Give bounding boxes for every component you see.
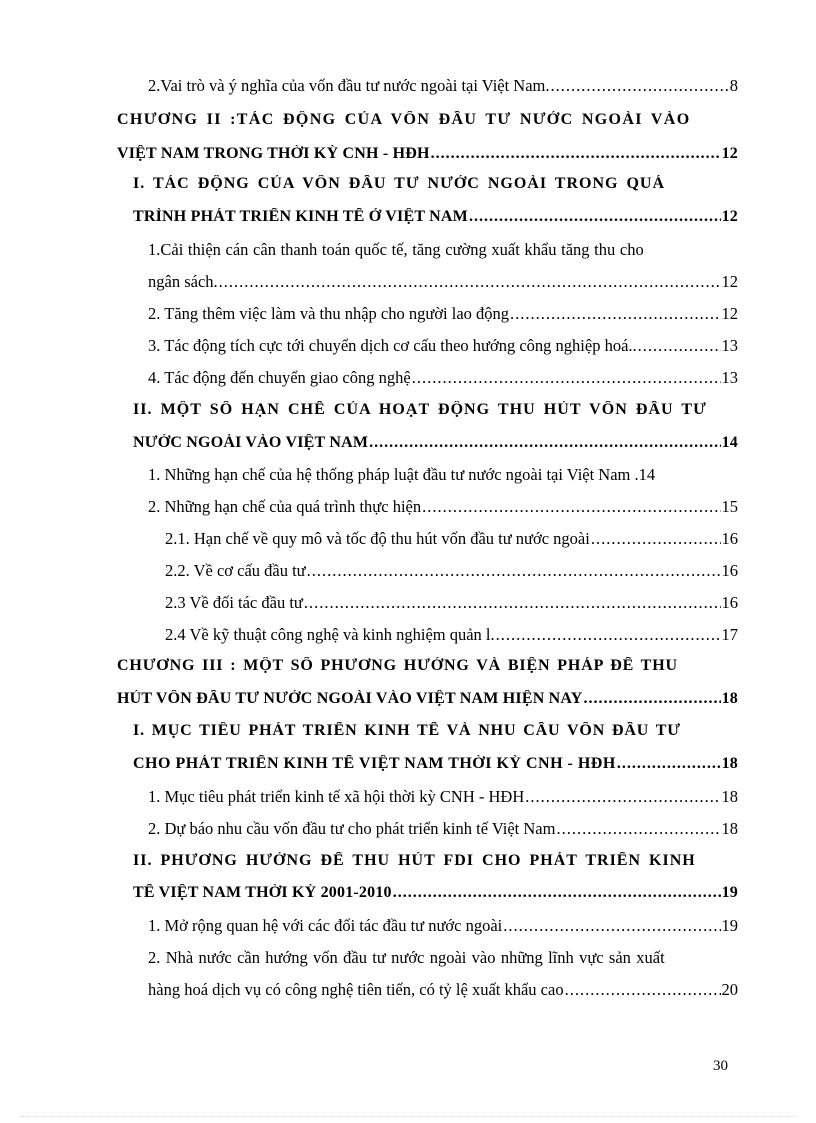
toc-leader bbox=[496, 625, 721, 645]
toc-leader bbox=[369, 434, 720, 452]
toc-section-heading bbox=[133, 401, 738, 419]
toc-entry-text: 2. Nhà nước cần hướng vốn đầu tư nước ngoài vào những lĩnh vực sản xuất bbox=[148, 948, 665, 967]
toc-chapter-heading bbox=[117, 111, 738, 129]
toc-entry-text: 2.Vai trò và ý nghĩa của vốn đầu tư nước ngoài tại Việt Nam. bbox=[148, 76, 550, 95]
toc-page-number: 16 bbox=[721, 561, 738, 580]
toc-page-number: 8 bbox=[729, 76, 738, 95]
toc-leader bbox=[469, 208, 721, 226]
toc-entry bbox=[148, 819, 738, 839]
toc-chapter-heading bbox=[117, 657, 738, 675]
toc-entry bbox=[148, 368, 738, 388]
toc-entry bbox=[148, 240, 738, 260]
toc-page-number: 18 bbox=[721, 690, 738, 707]
toc-page-number: 17 bbox=[721, 625, 738, 644]
toc-chapter-heading bbox=[117, 690, 738, 708]
toc-entry-text: TẾ VIỆT NAM THỜI KỲ 2001-2010 bbox=[133, 884, 392, 901]
toc-entry-text: 2. Những hạn chế của quá trình thực hiện bbox=[148, 497, 422, 516]
toc-entry-text: VIỆT NAM TRONG THỜI KỲ CNH - HĐH bbox=[117, 145, 430, 162]
toc-page-number: 18 bbox=[721, 755, 738, 772]
toc-page-number: 16 bbox=[721, 593, 738, 612]
toc-leader bbox=[617, 755, 721, 773]
toc-entry-text: 2.2. Về cơ cấu đầu tư bbox=[165, 561, 306, 580]
toc-entry-text: NƯỚC NGOÀI VÀO VIỆT NAM bbox=[133, 434, 369, 451]
toc-page-number: 19 bbox=[721, 916, 738, 935]
toc-entry-text: 2. Tăng thêm việc làm và thu nhập cho người lao động bbox=[148, 304, 510, 323]
toc-leader bbox=[431, 145, 721, 163]
toc-entry-text: hàng hoá dịch vụ có công nghệ tiên tiến, có tỷ lệ xuất khẩu cao bbox=[148, 980, 564, 999]
toc-entry bbox=[148, 980, 738, 1000]
toc-entry-text: 1. Mục tiêu phát triển kinh tế xã hội thời kỳ CNH - HĐH bbox=[148, 787, 525, 806]
toc-section-heading bbox=[133, 175, 738, 193]
toc-page-number: 13 bbox=[721, 336, 738, 355]
toc-leader bbox=[304, 593, 721, 613]
toc-subentry bbox=[165, 561, 738, 581]
toc-section-heading bbox=[133, 755, 738, 773]
toc-page-number: 12 bbox=[721, 272, 738, 291]
toc-entry bbox=[148, 787, 738, 807]
toc-entry-text: II. MỘT SỐ HẠN CHẾ CỦA HOẠT ĐỘNG THU HÚT VỐN ĐẦU TƯ bbox=[133, 401, 707, 418]
toc-page-number: 14 bbox=[638, 465, 656, 484]
toc-page-number: 12 bbox=[721, 145, 738, 162]
toc-entry-text: CHƯƠNG II :TÁC ĐỘNG CỦA VỐN ĐẦU TƯ NƯỚC NGOÀI VÀO bbox=[117, 111, 691, 128]
toc-entry-text: 1.Cải thiện cán cân thanh toán quốc tế, tăng cường xuất khẩu tăng thu cho bbox=[148, 240, 644, 259]
toc-page-number: 12 bbox=[721, 208, 738, 225]
toc-entry-text: 2.1. Hạn chế về quy mô và tốc độ thu hút vốn đầu tư nước ngoài bbox=[165, 529, 590, 548]
toc-entry bbox=[148, 76, 738, 96]
toc-leader bbox=[503, 916, 720, 936]
toc-entry-text: 4. Tác động đến chuyển giao công nghệ bbox=[148, 368, 411, 387]
toc-leader bbox=[307, 561, 721, 581]
toc-entry-text: 1. Mở rộng quan hệ với các đối tác đầu tư nước ngoài bbox=[148, 916, 503, 935]
toc-page-number: 18 bbox=[721, 819, 738, 838]
toc-subentry bbox=[165, 593, 738, 613]
toc-entry bbox=[148, 304, 738, 324]
toc-leader bbox=[638, 336, 721, 356]
toc-entry-text: 1. Những hạn chế của hệ thống pháp luật đầu tư nước ngoài tại Việt Nam . bbox=[148, 465, 639, 484]
toc-leader bbox=[219, 272, 721, 292]
toc-entry-text: 2.3 Về đối tác đầu tư bbox=[165, 593, 303, 612]
toc-entry-text: I. MỤC TIÊU PHÁT TRIỂN KINH TẾ VÀ NHU CẦU VỐN ĐẦU TƯ bbox=[133, 722, 681, 739]
toc-entry-text: CHƯƠNG III : MỘT SỐ PHƯƠNG HƯỚNG VÀ BIỆN PHÁP ĐỂ THU bbox=[117, 657, 678, 674]
toc-entry-text: ngân sách. bbox=[148, 272, 218, 291]
toc-section-heading bbox=[133, 434, 738, 452]
toc-entry-text: HÚT VỐN ĐẦU TƯ NƯỚC NGOÀI VÀO VIỆT NAM HIỆN NAY bbox=[117, 690, 583, 707]
toc-leader bbox=[583, 690, 720, 708]
toc-page-number: 13 bbox=[721, 368, 738, 387]
toc-entry-text: 2.4 Về kỹ thuật công nghệ và kinh nghiệm quản l. bbox=[165, 625, 495, 644]
toc-entry-text: CHO PHÁT TRIỂN KINH TẾ VIỆT NAM THỜI KỲ CNH - HĐH bbox=[133, 755, 616, 772]
toc-leader bbox=[525, 787, 720, 807]
toc-section-heading bbox=[133, 852, 738, 870]
toc-entry bbox=[148, 336, 738, 356]
toc-leader bbox=[510, 304, 720, 324]
page-bottom-border bbox=[20, 1116, 796, 1117]
toc-subentry bbox=[165, 625, 738, 645]
toc-entry-text: TRÌNH PHÁT TRIỂN KINH TẾ Ở VIỆT NAM bbox=[133, 208, 468, 225]
toc-section-heading bbox=[133, 722, 738, 740]
toc-entry bbox=[148, 948, 738, 968]
toc-chapter-heading bbox=[117, 145, 738, 163]
toc-entry bbox=[148, 916, 738, 936]
toc-page-number: 19 bbox=[721, 884, 738, 901]
toc-page-number: 15 bbox=[721, 497, 738, 516]
toc-page-number: 14 bbox=[721, 434, 738, 451]
toc-leader bbox=[591, 529, 721, 549]
toc-leader bbox=[551, 76, 729, 96]
toc-page-number: 12 bbox=[721, 304, 738, 323]
page-number: 30 bbox=[713, 1058, 728, 1074]
toc-leader bbox=[393, 884, 721, 902]
toc-page-number: 16 bbox=[721, 529, 738, 548]
toc-subentry bbox=[165, 529, 738, 549]
toc-page-number: 18 bbox=[721, 787, 738, 806]
toc-entry bbox=[148, 497, 738, 517]
toc-entry-text: 2. Dự báo nhu cầu vốn đầu tư cho phát triển kinh tế Việt Nam bbox=[148, 819, 556, 838]
toc-entry bbox=[148, 465, 738, 485]
toc-page-number: 20 bbox=[721, 980, 738, 999]
toc-entry-text: II. PHƯƠNG HƯỚNG ĐỂ THU HÚT FDI CHO PHÁT TRIỂN KINH bbox=[133, 852, 696, 869]
toc-leader bbox=[565, 980, 721, 1000]
toc-entry bbox=[148, 272, 738, 292]
toc-leader bbox=[422, 497, 720, 517]
toc-entry-text: 3. Tác động tích cực tới chuyển dịch cơ cấu theo hướng công nghiệp hoá.. bbox=[148, 336, 637, 355]
toc-section-heading bbox=[133, 884, 738, 902]
toc-leader bbox=[412, 368, 721, 388]
toc-section-heading bbox=[133, 208, 738, 226]
toc-leader bbox=[556, 819, 720, 839]
toc-entry-text: I. TÁC ĐỘNG CỦA VỐN ĐẦU TƯ NƯỚC NGOÀI TRONG QUÁ bbox=[133, 175, 665, 192]
